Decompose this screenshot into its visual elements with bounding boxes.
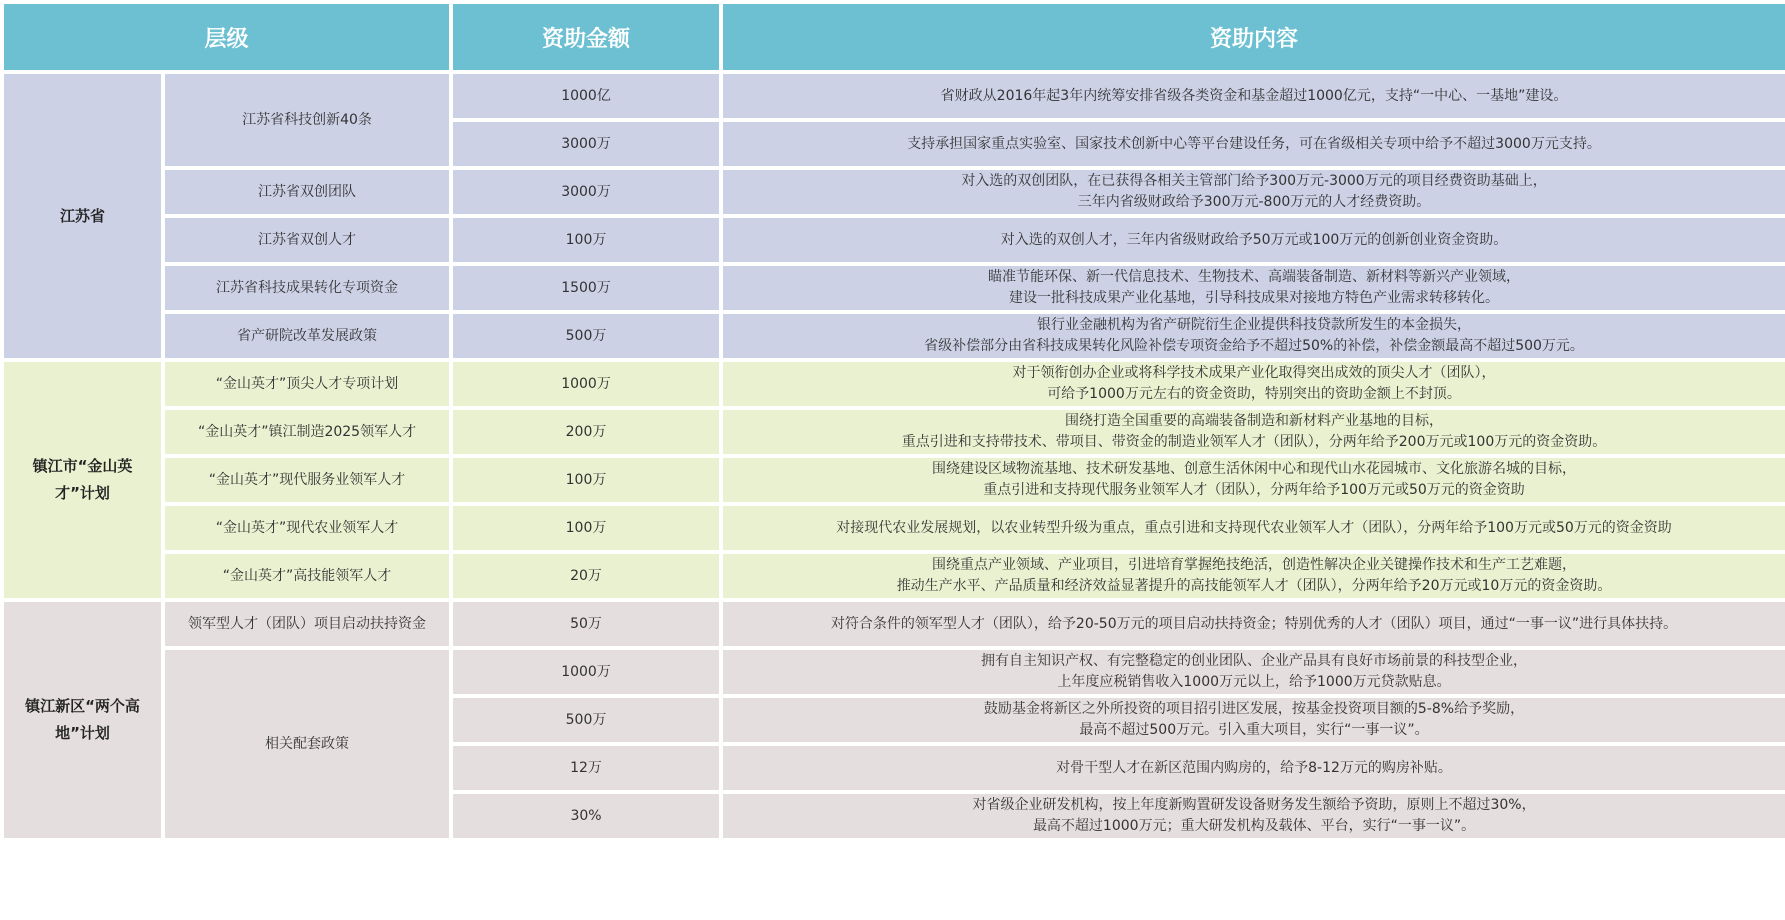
amount-cell: 100万 xyxy=(453,458,719,502)
table-row xyxy=(4,362,1785,406)
content-line: 最高不超过500万元。引入重大项目，实行“一事一议”。 xyxy=(1079,722,1429,738)
amount-cell: 1000万 xyxy=(453,362,719,406)
group-label: 镇江市“金山英才”计划 xyxy=(4,362,161,598)
header-level: 层级 xyxy=(4,4,449,70)
group-label: 江苏省 xyxy=(4,74,161,358)
content-cell xyxy=(723,602,1785,646)
content-cell xyxy=(723,170,1785,214)
content-cell xyxy=(723,266,1785,310)
content-line: 省级补偿部分由省科技成果转化风险补偿专项资金给予不超过50%的补偿，补偿金额最高不超过500万元。 xyxy=(924,338,1584,354)
table-row xyxy=(4,170,1785,214)
content-cell xyxy=(723,746,1785,790)
program-name: “金山英才”现代服务业领军人才 xyxy=(165,458,449,502)
table-row xyxy=(4,74,1785,118)
content-line: 上年度应税销售收入1000万元以上，给予1000万元贷款贴息。 xyxy=(1057,674,1451,690)
content-cell xyxy=(723,410,1785,454)
content-line: 可给予1000万元左右的资金资助，特别突出的资助金额上不封顶。 xyxy=(1047,386,1461,402)
table-row xyxy=(4,602,1785,646)
content-cell xyxy=(723,650,1785,694)
program-name: “金山英才”镇江制造2025领军人才 xyxy=(165,410,449,454)
program-name: “金山英才”现代农业领军人才 xyxy=(165,506,449,550)
program-name: “金山英才”高技能领军人才 xyxy=(165,554,449,598)
content-line: 瞄准节能环保、新一代信息技术、生物技术、高端装备制造、新材料等新兴产业领域， xyxy=(988,269,1521,285)
content-line: 围绕重点产业领域、产业项目，引进培育掌握绝技绝活，创造性解决企业关键操作技术和生产工艺难题， xyxy=(932,557,1577,573)
amount-cell: 200万 xyxy=(453,410,719,454)
content-line: 围绕建设区域物流基地、技术研发基地、创意生活休闲中心和现代山水花园城市、文化旅游名城的目标， xyxy=(932,461,1577,477)
table-row xyxy=(4,314,1785,358)
amount-cell: 500万 xyxy=(453,698,719,742)
group-zhenjiang-xinqu xyxy=(4,602,1785,838)
amount-cell: 30% xyxy=(453,794,719,838)
content-line: 对接现代农业发展规划，以农业转型升级为重点，重点引进和支持现代农业领军人才（团队），分两年给予100万元或50万元的资金资助 xyxy=(836,519,1672,536)
table-row xyxy=(4,266,1785,310)
table-row xyxy=(4,506,1785,550)
amount-cell: 50万 xyxy=(453,602,719,646)
content-line: 对入选的双创团队，在已获得各相关主管部门给予300万元-3000万元的项目经费资助基础上， xyxy=(961,173,1547,189)
program-name: 江苏省双创团队 xyxy=(165,170,449,214)
amount-cell: 12万 xyxy=(453,746,719,790)
program-name: 领军型人才（团队）项目启动扶持资金 xyxy=(165,602,449,646)
content-line: 支持承担国家重点实验室、国家技术创新中心等平台建设任务，可在省级相关专项中给予不超过3000万元支持。 xyxy=(907,135,1601,152)
content-cell xyxy=(723,314,1785,358)
content-line: 重点引进和支持现代服务业领军人才（团队），分两年给予100万元或50万元的资金资助 xyxy=(983,482,1525,498)
amount-cell: 100万 xyxy=(453,506,719,550)
content-line: 对省级企业研发机构，按上年度新购置研发设备财务发生额给予资助，原则上不超过30%， xyxy=(972,797,1536,813)
content-cell xyxy=(723,362,1785,406)
program-name: 江苏省双创人才 xyxy=(165,218,449,262)
content-line: 对入选的双创人才，三年内省级财政给予50万元或100万元的创新创业资金资助。 xyxy=(1000,231,1508,248)
amount-cell: 20万 xyxy=(453,554,719,598)
content-line: 拥有自主知识产权、有完整稳定的创业团队、企业产品具有良好市场前景的科技型企业， xyxy=(981,653,1528,669)
content-cell xyxy=(723,458,1785,502)
table-row xyxy=(4,458,1785,502)
table-row xyxy=(4,218,1785,262)
program-name: 江苏省科技成果转化专项资金 xyxy=(165,266,449,310)
program-name: 相关配套政策 xyxy=(165,650,449,838)
content-line: 重点引进和支持带技术、带项目、带资金的制造业领军人才（团队），分两年给予200万元或100万元的资金资助。 xyxy=(901,434,1607,450)
amount-cell: 1000亿 xyxy=(453,74,719,118)
content-line: 银行业金融机构为省产研院衍生企业提供科技贷款所发生的本金损失， xyxy=(1037,317,1472,333)
content-line: 对符合条件的领军型人才（团队），给予20-50万元的项目启动扶持资金；特别优秀的人才（团队）项目，通过“一事一议”进行具体扶持。 xyxy=(830,615,1678,632)
program-name: 省产研院改革发展政策 xyxy=(165,314,449,358)
program-name: “金山英才”顶尖人才专项计划 xyxy=(165,362,449,406)
content-line: 围绕打造全国重要的高端装备制造和新材料产业基地的目标， xyxy=(1065,413,1444,429)
group-jiangsu xyxy=(4,74,1785,358)
amount-cell: 1500万 xyxy=(453,266,719,310)
table-row xyxy=(4,650,1785,694)
header-row xyxy=(4,4,1785,70)
amount-cell: 1000万 xyxy=(453,650,719,694)
content-line: 对骨干型人才在新区范围内购房的，给予8-12万元的购房补贴。 xyxy=(1056,759,1452,776)
group-label: 镇江新区“两个高地”计划 xyxy=(4,602,161,838)
program-name: 江苏省科技创新40条 xyxy=(165,74,449,166)
amount-cell: 500万 xyxy=(453,314,719,358)
content-line: 最高不超过1000万元；重大研发机构及载体、平台，实行“一事一议”。 xyxy=(1032,818,1476,834)
content-line: 省财政从2016年起3年内统筹安排省级各类资金和基金超过1000亿元，支持“一中心、一基地”建设。 xyxy=(940,87,1568,104)
table-row xyxy=(4,554,1785,598)
header-amount: 资助金额 xyxy=(453,4,719,70)
content-line: 鼓励基金将新区之外所投资的项目招引进区发展，按基金投资项目额的5-8%给予奖励， xyxy=(983,701,1525,717)
header-content: 资助内容 xyxy=(723,4,1785,70)
content-cell xyxy=(723,794,1785,838)
amount-cell: 3000万 xyxy=(453,122,719,166)
content-cell xyxy=(723,218,1785,262)
amount-cell: 3000万 xyxy=(453,170,719,214)
content-line: 对于领衔创办企业或将科学技术成果产业化取得突出成效的顶尖人才（团队）， xyxy=(1012,365,1496,381)
content-cell xyxy=(723,506,1785,550)
amount-cell: 100万 xyxy=(453,218,719,262)
content-line: 推动生产水平、产品质量和经济效益显著提升的高技能领军人才（团队），分两年给予20万元或10万元的资金资助。 xyxy=(896,578,1612,594)
content-cell xyxy=(723,74,1785,118)
group-zhenjiang-jinshan xyxy=(4,362,1785,598)
content-line: 建设一批科技成果产业化基地，引导科技成果对接地方特色产业需求转移转化。 xyxy=(1009,290,1500,306)
content-cell xyxy=(723,554,1785,598)
content-cell xyxy=(723,698,1785,742)
content-line: 三年内省级财政给予300万元-800万元的人才经费资助。 xyxy=(1077,194,1431,210)
content-cell xyxy=(723,122,1785,166)
table-row xyxy=(4,410,1785,454)
